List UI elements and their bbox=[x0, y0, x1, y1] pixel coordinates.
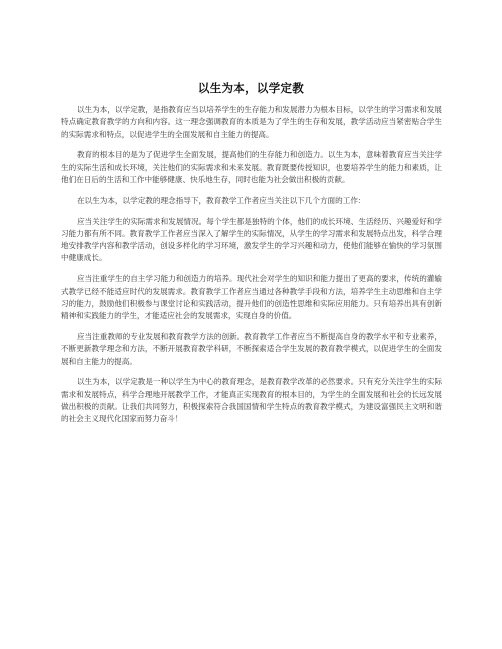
document-body bbox=[61, 104, 442, 434]
paragraph-3: 在以生为本，以学定教的理念指导下，教育教学工作者应当关注以下几个方面的工作： bbox=[76, 195, 366, 205]
paragraph-7: 以生为本，以学定教是一种以学生为中心的教育理念，是教育教学改革的必然要求。只有充分关注学生的实际需求和发展特点，科学合理地开展教学工作，才能真正实现教育的根本目的，为学生的全面发展和社会的长远发展做出积极的贡献。让我们共同努力，积极探索符合我国国情和学生特点的教育教学模式，为建设富强民主文明和谐的社会主义现代化国家而努力奋斗！ bbox=[61, 377, 442, 424]
paragraph-5: 应当注重学生的自主学习能力和创造力的培养。现代社会对学生的知识和能力提出了更高的要求，传统的灌输式教学已经不能适应时代的发展需求。教育教学工作者应当通过各种教学手段和方法，培养学生主动思维和自主学习的能力，鼓励他们积极参与课堂讨论和实践活动，提升他们的创造性思维和实际应用能力。只有培养出具有创新精神和实践能力的学生，才能适应社会的发展需求，实现自身的价值。 bbox=[61, 274, 442, 321]
paragraph-6: 应当注重教师的专业发展和教育教学方法的创新。教育教学工作者应当不断提高自身的教学水平和专业素养，不断更新教学理念和方法，不断开展教育教学科研，不断探索适合学生发展的教育教学模式，以促进学生的全面发展和自主能力的提高。 bbox=[61, 331, 442, 366]
paragraph-1: 以生为本，以学定教，是指教育应当以培养学生的生存能力和发展潜力为根本目标，以学生的学习需求和发展特点确定教育教学的方向和内容。这一理念强调教育的本质是为了学生的生存和发展，教学活动应当紧密贴合学生的实际需求和特点，以促进学生的全面发展和自主能力的提高。 bbox=[61, 105, 442, 139]
paragraph-2: 教育的根本目的是为了促进学生全面发展，提高他们的生存能力和创造力。以生为本，意味着教育应当关注学生的实际生活和成长环境，关注他们的实际需求和未来发展。教育既要传授知识，也要培养学生的能力和素质，让他们在日后的生活和工作中能够健康、快乐地生存，同时也能为社会做出积极的贡献。 bbox=[61, 150, 442, 184]
paragraph-4: 应当关注学生的实际需求和发展情况。每个学生都是独特的个体，他们的成长环境、生活经历、兴趣爱好和学习能力都有所不同。教育教学工作者应当深入了解学生的实际情况，从学生的学习需求和发展特点出发，科学合理地安排教学内容和教学活动，创设多样化的学习环境，激发学生的学习兴趣和动力，使他们能够在愉快的学习氛围中健康成长。 bbox=[61, 216, 442, 263]
document-title: 以生为本，以学定教 bbox=[197, 81, 305, 95]
